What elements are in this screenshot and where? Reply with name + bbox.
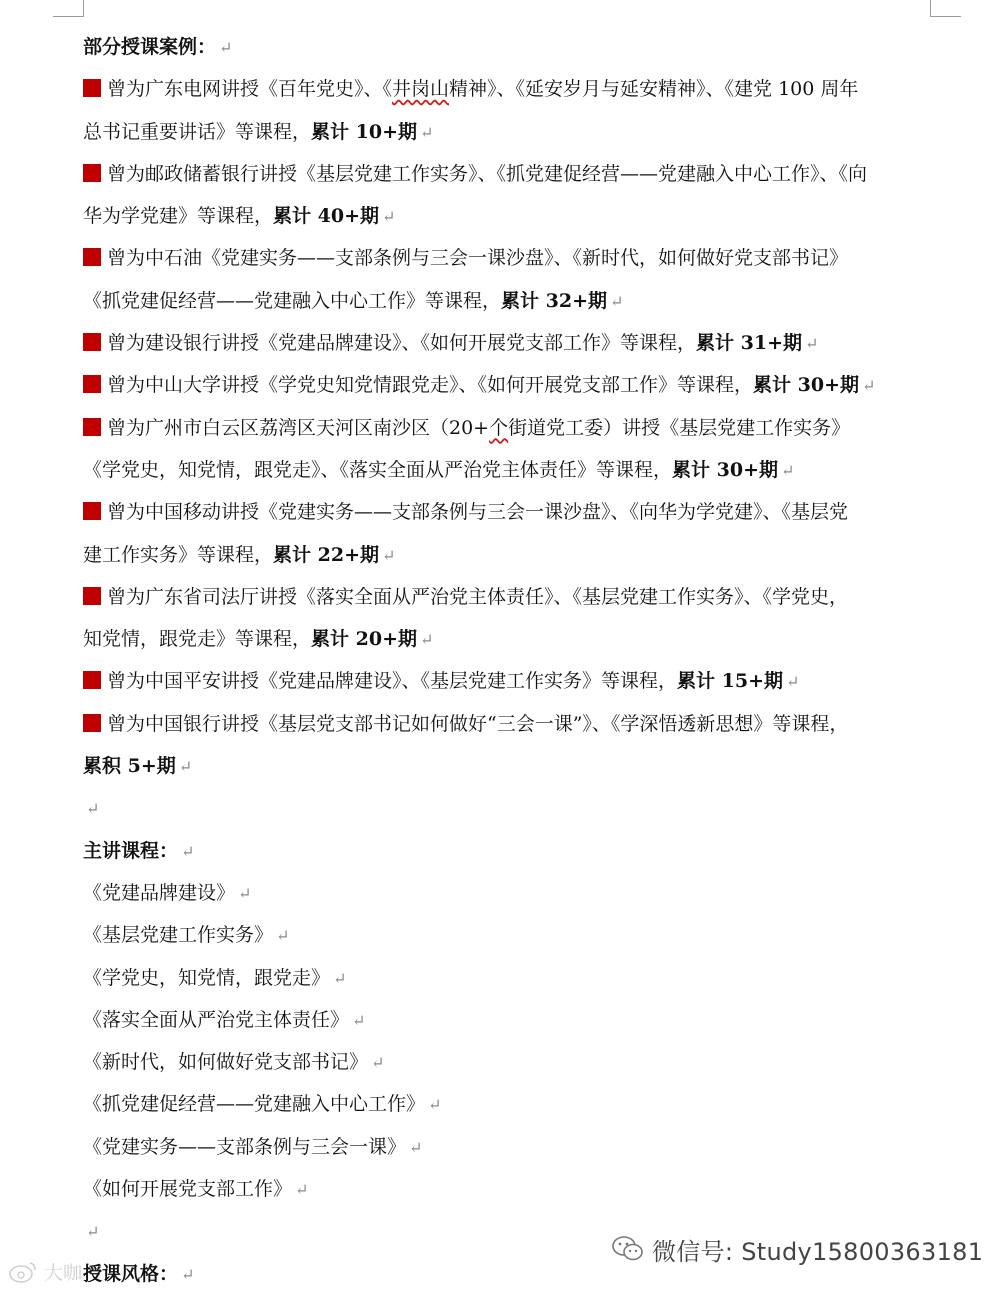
empty-paragraph <box>83 787 943 829</box>
case-total: 累计 31+期 <box>696 332 802 355</box>
case-total: 累积 5+期 <box>83 755 176 778</box>
case-item-continuation <box>83 449 943 491</box>
case-item-continuation <box>83 534 943 576</box>
case-item-continuation <box>83 618 943 660</box>
case-item <box>83 407 943 449</box>
case-total: 累计 32+期 <box>501 289 607 312</box>
paragraph-mark-icon: ↵ <box>781 460 795 480</box>
paragraph-mark-icon: ↵ <box>382 545 396 565</box>
case-text: 曾为广东省司法厅讲授《落实全面从严治党主体责任》、《基层党建工作实务》、《学党史， <box>107 585 849 608</box>
case-item <box>83 322 943 364</box>
section-title-courses <box>83 830 943 872</box>
case-text: 曾为中国银行讲授《基层党支部书记如何做好“三会一课”》、《学深悟透新思想》等课程， <box>107 712 849 735</box>
course-item <box>83 872 943 914</box>
case-item <box>83 68 943 110</box>
course-item <box>83 999 943 1041</box>
paragraph-mark-icon: ↵ <box>786 672 800 692</box>
wechat-icon <box>612 1235 644 1263</box>
section-title: 部分授课案例： <box>83 36 217 58</box>
case-text: 《抓党建促经营——党建融入中心工作》等课程， <box>83 289 502 312</box>
paragraph-mark-icon: ↵ <box>295 1180 309 1200</box>
paragraph-mark-icon: ↵ <box>409 1137 423 1157</box>
wechat-watermark <box>612 1232 983 1266</box>
course-title: 《基层党建工作实务》 <box>83 924 274 947</box>
case-total: 累计 15+期 <box>677 670 783 693</box>
case-item-continuation <box>83 111 943 153</box>
case-text: 曾为邮政储蓄银行讲授《基层党建工作实务》、《抓党建促经营——党建融入中心工作》、《向 <box>107 162 868 185</box>
red-square-bullet-icon <box>83 502 101 520</box>
paragraph-mark-icon: ↵ <box>181 841 195 861</box>
course-title: 《抓党建促经营——党建融入中心工作》 <box>83 1093 426 1116</box>
paragraph-mark-icon: ↵ <box>610 291 624 311</box>
case-item-continuation <box>83 195 943 237</box>
course-title: 《新时代，如何做好党支部书记》 <box>83 1051 369 1074</box>
paragraph-mark-icon: ↵ <box>333 968 347 988</box>
red-square-bullet-icon <box>83 333 101 351</box>
paragraph-mark-icon: ↵ <box>805 334 819 354</box>
red-square-bullet-icon <box>83 714 101 732</box>
course-item <box>83 1168 943 1210</box>
crop-mark-top-right <box>930 0 961 17</box>
spellcheck-underlined-text: 井岗山 <box>392 78 450 101</box>
paragraph-mark-icon: ↵ <box>862 376 876 396</box>
course-title: 《学党史，知党情，跟党走》 <box>83 966 331 989</box>
case-text: 曾为中石油《党建实务——支部条例与三会一课沙盘》、《新时代，如何做好党支部书记》 <box>107 247 849 270</box>
crop-mark-top-left <box>53 0 84 17</box>
case-text: 曾为中山大学讲授《学党史知党情跟党走》、《如何开展党支部工作》等课程， <box>107 374 754 397</box>
case-item-continuation <box>83 280 943 322</box>
site-watermark <box>8 1258 82 1285</box>
case-text: 街道党工委）讲授《基层党建工作实务》 <box>508 416 851 439</box>
case-total: 累计 30+期 <box>753 374 859 397</box>
paragraph-mark-icon: ↵ <box>219 38 233 57</box>
case-text: 曾为中国平安讲授《党建品牌建设》、《基层党建工作实务》等课程， <box>107 670 678 693</box>
course-title: 《如何开展党支部工作》 <box>83 1178 293 1201</box>
case-text: 曾为广州市白云区荔湾区天河区南沙区（20+ <box>107 416 490 439</box>
case-text: 曾为建设银行讲授《党建品牌建设》、《如何开展党支部工作》等课程， <box>107 332 697 355</box>
red-square-bullet-icon <box>83 79 101 97</box>
course-item <box>83 1083 943 1125</box>
case-text: 建工作实务》等课程， <box>83 543 274 566</box>
case-total: 累计 10+期 <box>311 120 417 143</box>
site-watermark-text: 大咖 <box>44 1262 83 1284</box>
case-text: 曾为广东电网讲授《百年党史》、《 <box>107 78 393 101</box>
case-item <box>83 576 943 618</box>
paragraph-mark-icon: ↵ <box>428 1095 442 1115</box>
section-title: 主讲课程： <box>83 839 179 862</box>
red-square-bullet-icon <box>83 164 101 182</box>
paragraph-mark-icon: ↵ <box>371 1053 385 1073</box>
weibo-icon <box>8 1260 38 1284</box>
paragraph-mark-icon: ↵ <box>352 1010 366 1030</box>
case-total: 累计 20+期 <box>311 628 417 651</box>
case-item <box>83 364 943 406</box>
paragraph-mark-icon: ↵ <box>276 926 290 946</box>
section-title: 授课风格： <box>83 1262 179 1285</box>
paragraph-mark-icon: ↵ <box>420 630 434 650</box>
course-item <box>83 914 943 956</box>
red-square-bullet-icon <box>83 671 101 689</box>
case-item <box>83 153 943 195</box>
course-title: 《落实全面从严治党主体责任》 <box>83 1008 350 1031</box>
document-body <box>83 26 943 1295</box>
case-item <box>83 703 943 745</box>
watermark-text: 微信号: Study15800363181 <box>652 1237 984 1266</box>
case-text: 总书记重要讲话》等课程， <box>83 120 312 143</box>
case-total: 累计 22+期 <box>273 543 379 566</box>
paragraph-mark-icon: ↵ <box>181 1264 195 1284</box>
red-square-bullet-icon <box>83 248 101 266</box>
case-text: 《学党史，知党情，跟党走》、《落实全面从严治党主体责任》等课程， <box>83 458 673 481</box>
case-item-continuation <box>83 745 943 787</box>
course-title: 《党建品牌建设》 <box>83 881 236 904</box>
case-total: 累计 30+期 <box>672 458 778 481</box>
case-text: 精神》、《延安岁月与延安精神》、《建党 100 周年 <box>449 78 859 101</box>
paragraph-mark-icon: ↵ <box>86 799 100 819</box>
red-square-bullet-icon <box>83 418 101 436</box>
case-text: 华为学党建》等课程， <box>83 205 274 228</box>
course-item <box>83 1041 943 1083</box>
case-total: 累计 40+期 <box>273 205 379 228</box>
red-square-bullet-icon <box>83 587 101 605</box>
paragraph-mark-icon: ↵ <box>420 122 434 142</box>
section-title-cases <box>83 26 943 68</box>
case-item <box>83 660 943 702</box>
course-title: 《党建实务——支部条例与三会一课》 <box>83 1135 407 1158</box>
paragraph-mark-icon: ↵ <box>86 1222 100 1242</box>
case-text: 知党情，跟党走》等课程， <box>83 628 312 651</box>
case-item <box>83 237 943 279</box>
case-text: 曾为中国移动讲授《党建实务——支部条例与三会一课沙盘》、《向华为学党建》、《基层党 <box>107 501 849 524</box>
course-item <box>83 957 943 999</box>
paragraph-mark-icon: ↵ <box>238 883 252 903</box>
spellcheck-underlined-text: 个 <box>489 416 509 439</box>
red-square-bullet-icon <box>83 375 101 393</box>
case-item <box>83 491 943 533</box>
paragraph-mark-icon: ↵ <box>178 757 193 777</box>
course-item <box>83 1126 943 1168</box>
paragraph-mark-icon: ↵ <box>382 207 396 227</box>
